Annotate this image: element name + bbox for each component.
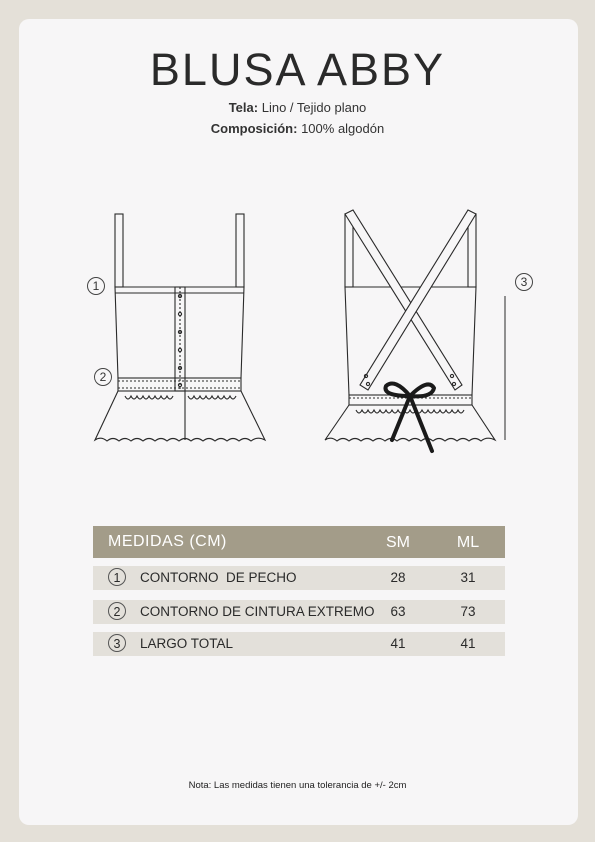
table-row [93,632,505,656]
row-label: CONTORNO DE CINTURA EXTREMO [140,604,375,619]
row-number: 1 [108,568,126,586]
header-size-ml: ML [456,534,480,551]
row-value-ml: 31 [460,570,476,585]
header-size-sm: SM [386,534,410,551]
header-label: MEDIDAS (CM) [108,533,227,550]
page-title: BLUSA ABBY [149,44,446,95]
composition-value: 100% algodón [301,121,385,136]
row-value-sm: 63 [390,604,406,619]
callout-1: 1 [87,277,105,295]
callout-2: 2 [94,368,112,386]
tolerance-note: Nota: Las medidas tienen una tolerancia de +/- 2cm [188,780,407,791]
row-label: CONTORNO DE PECHO [140,570,297,585]
row-number: 3 [108,634,126,652]
table-row [93,600,505,624]
fabric-value: Lino / Tejido plano [261,100,367,115]
row-value-ml: 73 [460,604,476,619]
callout-3: 3 [515,273,533,291]
front-view-drawing [95,214,265,441]
table-row [93,566,505,590]
row-value-sm: 28 [390,570,406,585]
fabric-label: Tela: [228,100,259,115]
measurement-table [93,526,505,651]
row-label: LARGO TOTAL [140,636,234,651]
composition-label: Composición: [210,121,298,136]
table-header [93,526,505,558]
row-number: 2 [108,602,126,620]
row-value-sm: 41 [390,636,406,651]
back-view-drawing [325,210,505,451]
row-value-ml: 41 [460,636,476,651]
